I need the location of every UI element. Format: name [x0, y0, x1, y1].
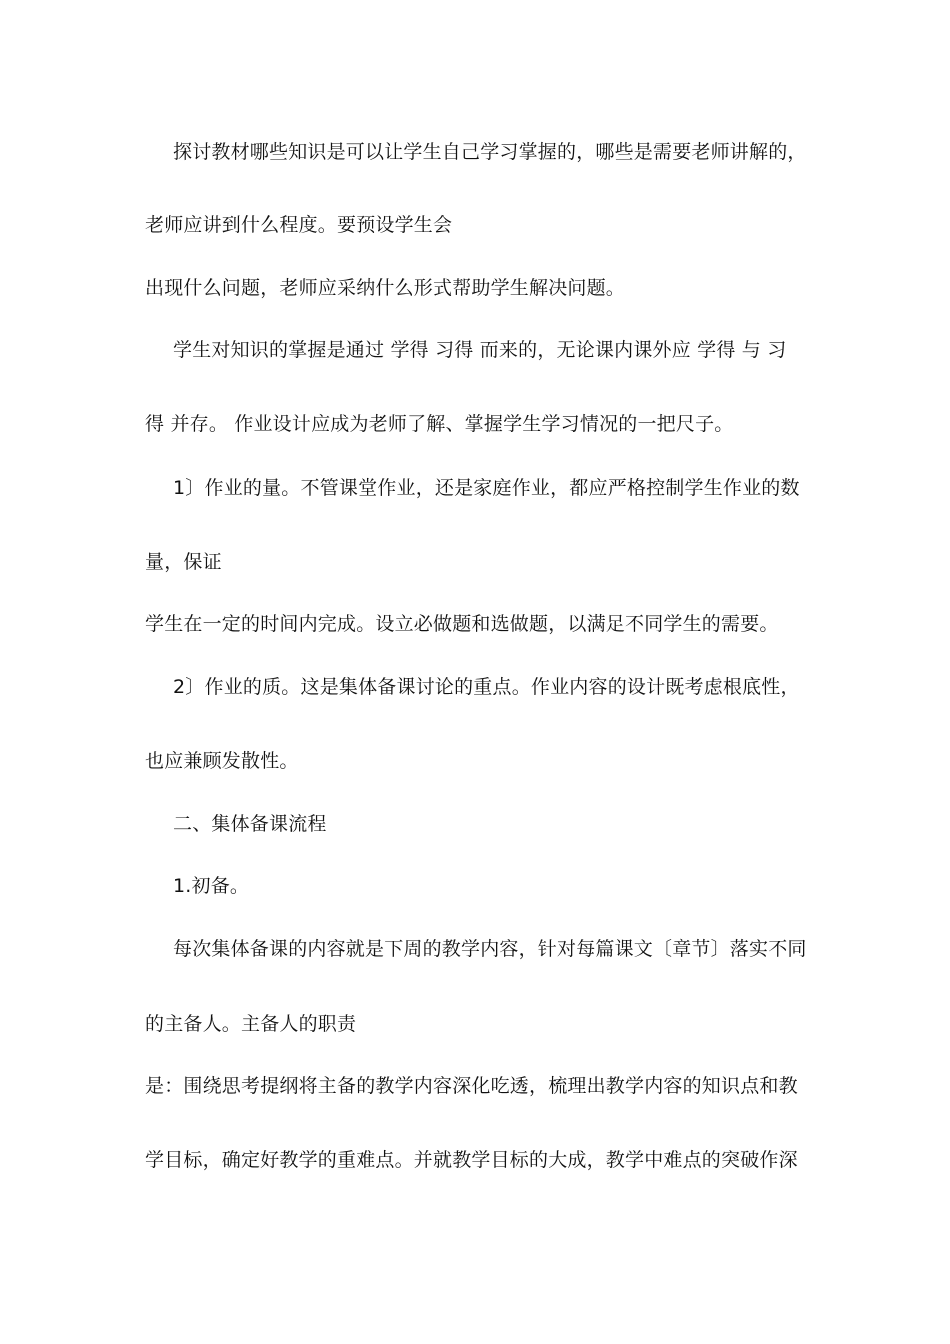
- paragraph-line: 是：围绕思考提纲将主备的教学内容深化吃透，梳理出教学内容的知识点和教: [145, 1075, 798, 1097]
- paragraph-line: 学生对知识的掌握是通过 学得 习得 而来的，无论课内课外应 学得 与 习: [173, 339, 787, 361]
- section-heading: 二、集体备课流程: [173, 813, 327, 835]
- paragraph-line: 的主备人。主备人的职责: [145, 1013, 357, 1035]
- paragraph-line: 每次集体备课的内容就是下周的教学内容，针对每篇课文〔章节〕落实不同: [173, 938, 807, 960]
- paragraph-line: 老师应讲到什么程度。要预设学生会: [145, 214, 453, 236]
- paragraph-line: 学目标，确定好教学的重难点。并就教学目标的大成，教学中难点的突破作深: [145, 1149, 798, 1171]
- paragraph-line: 探讨教材哪些知识是可以让学生自己学习掌握的，哪些是需要老师讲解的，: [173, 141, 807, 163]
- paragraph-line: 也应兼顾发散性。: [145, 750, 299, 772]
- paragraph-line: 出现什么问题，老师应采纳什么形式帮助学生解决问题。: [145, 277, 626, 299]
- subsection-heading: 1.初备。: [173, 875, 250, 897]
- paragraph-line: 得 并存。 作业设计应成为老师了解、掌握学生学习情况的一把尺子。: [145, 413, 734, 435]
- paragraph-line: 1〕作业的量。不管课堂作业，还是家庭作业，都应严格控制学生作业的数: [173, 477, 800, 499]
- paragraph-line: 2〕作业的质。这是集体备课讨论的重点。作业内容的设计既考虑根底性，: [173, 676, 800, 698]
- paragraph-line: 学生在一定的时间内完成。设立必做题和选做题，以满足不同学生的需要。: [145, 613, 779, 635]
- paragraph-line: 量，保证: [145, 551, 222, 573]
